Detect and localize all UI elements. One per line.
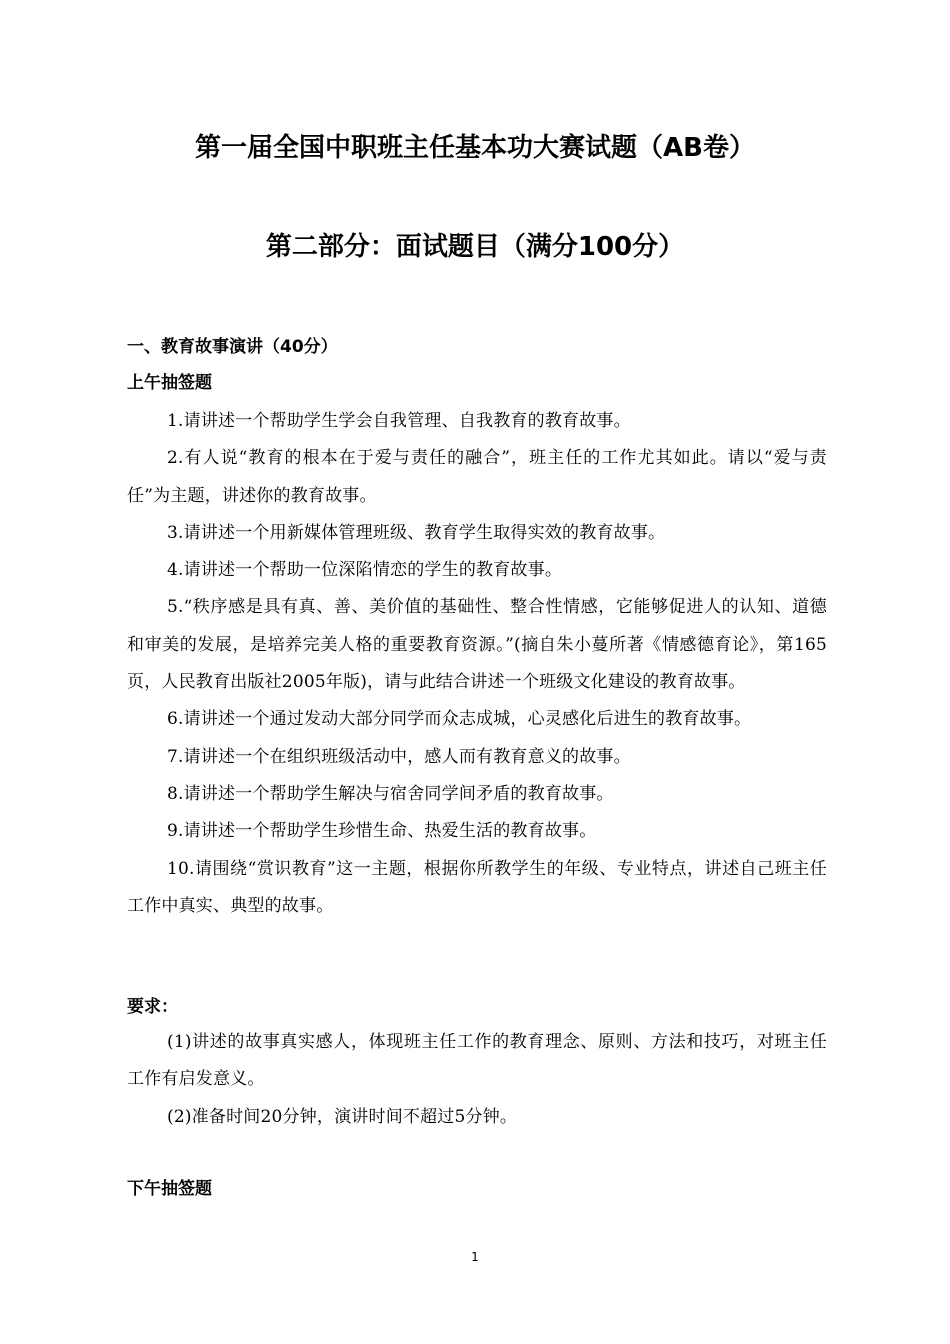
question-item: 3.请讲述一个用新媒体管理班级、教育学生取得实效的教育故事。 — [167, 522, 666, 543]
requirement-item: (1)讲述的故事真实感人，体现班主任工作的教育理念、原则、方法和技巧，对班主任工作有启发意义。 — [127, 1032, 827, 1090]
question-item: 7.请讲述一个在组织班级活动中，感人而有教育意义的故事。 — [167, 746, 631, 767]
requirement-item: (2)准备时间20分钟，演讲时间不超过5分钟。 — [167, 1106, 518, 1127]
document-title: 第一届全国中职班主任基本功大赛试题（AB卷） — [195, 133, 755, 163]
morning-question-list — [127, 403, 827, 925]
document-subtitle: 第二部分：面试题目（满分100分） — [265, 232, 685, 262]
question-item: 6.请讲述一个通过发动大部分同学而众志成城，心灵感化后进生的教育故事。 — [167, 709, 752, 730]
requirements-list — [127, 1024, 827, 1136]
requirements-label: 要求： — [127, 997, 178, 1017]
afternoon-draw-label: 下午抽签题 — [127, 1179, 212, 1199]
question-item: 2.有人说“教育的根本在于爱与责任的融合”，班主任的工作尤其如此。请以“爱与责任”为主题，讲述你的教育故事。 — [127, 448, 827, 506]
section-heading: 一、教育故事演讲（40分） — [127, 337, 338, 357]
question-item: 1.请讲述一个帮助学生学会自我管理、自我教育的教育故事。 — [167, 411, 631, 431]
question-item: 4.请讲述一个帮助一位深陷情恋的学生的教育故事。 — [167, 560, 563, 581]
question-item: 9.请讲述一个帮助学生珍惜生命、热爱生活的教育故事。 — [167, 821, 597, 842]
question-item: 10.请围绕“赏识教育”这一主题，根据你所教学生的年级、专业特点，讲述自己班主任工作中真实、典型的故事。 — [127, 858, 827, 916]
page-number: 1 — [471, 1250, 479, 1264]
morning-draw-label: 上午抽签题 — [127, 373, 212, 393]
question-item: 8.请讲述一个帮助学生解决与宿舍同学间矛盾的教育故事。 — [167, 783, 614, 804]
question-item: 5.“秩序感是具有真、善、美价值的基础性、整合性情感，它能够促进人的认知、道德和审美的发展，是培养完美人格的重要教育资源。”(摘自朱小蔓所著《情感德育论》，第165页，人民教育出版社2005年版)，请与此结合讲述一个班级文化建设的教育故事。 — [127, 597, 827, 693]
